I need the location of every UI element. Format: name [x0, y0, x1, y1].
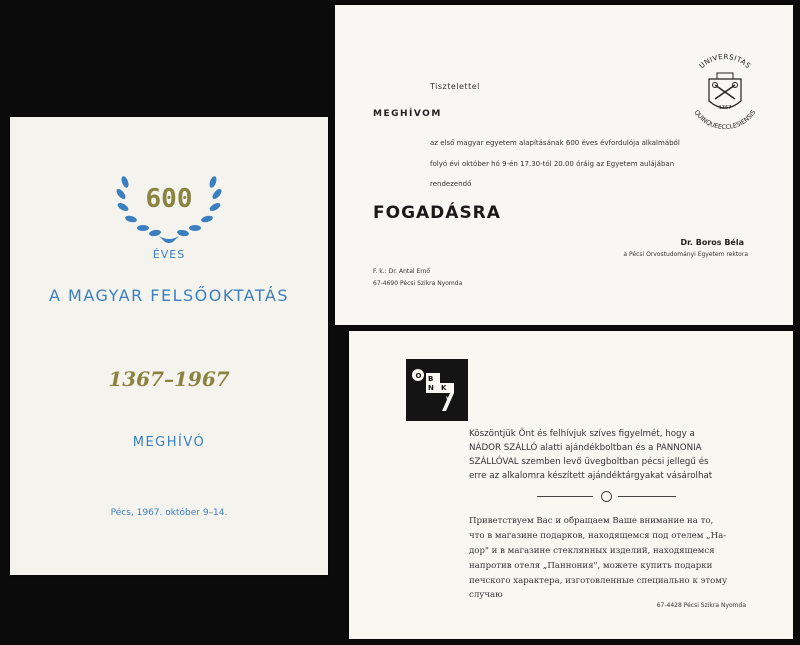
anniversary-invitation-card: [10, 117, 328, 575]
year-range: 1367–1967: [108, 367, 230, 391]
svg-text:V: V: [446, 396, 451, 403]
russian-line-5: печского характера, изготовленные специально к этому: [469, 576, 728, 586]
divider-circle-icon: [601, 491, 612, 502]
seal-year: 1367: [718, 105, 732, 111]
printer-imprint-2: 67-4428 Pécsi Szikra Nyomda: [656, 602, 746, 609]
seal-bottom-text: QUINQUEECCLESIENSIS: [692, 109, 758, 132]
hungarian-line-4: erre az alkalomra készített ajándéktárgyakat vásárolhat: [469, 471, 713, 481]
reception-invitation-card: [335, 5, 793, 325]
eves-label: ÉVES: [152, 248, 186, 261]
russian-line-6: случаю: [469, 590, 503, 600]
gift-shop-card: [349, 331, 793, 639]
invite-line-2: folyó évi október hó 9-én 17.30-tól 20.00 óráig az Egyetem aulájában: [430, 160, 675, 168]
invitation-heading: MEGHÍVÓ: [132, 435, 206, 450]
svg-text:UNIVERSITAS: [698, 53, 752, 70]
russian-line-4: напротив отеля „Паннония", можете купить подарки: [469, 561, 713, 571]
russian-line-2: что в магазине подарков, находящемся под отелем „На-: [469, 531, 727, 541]
svg-text:N: N: [428, 384, 434, 392]
hungarian-line-2: NÁDOR SZÁLLÓ alatti ajándékboltban és a PANNONIA: [469, 443, 702, 453]
seal-top-text: UNIVERSITAS: [697, 52, 753, 71]
higher-education-title: A MAGYAR FELSŐOKTATÁS: [49, 286, 289, 305]
responsible-editor: F. k.: Dr. Antal Ernő: [373, 268, 431, 275]
svg-text:B: B: [428, 375, 434, 383]
divider-right: [618, 496, 676, 497]
divider-left: [537, 496, 593, 497]
hungarian-line-1: Köszöntjük Önt és felhívjuk szíves figyelmét, hogy a: [469, 429, 695, 439]
signer-title: a Pécsi Orvostudományi Egyetem rektora: [623, 251, 748, 258]
university-seal-icon: [685, 49, 765, 133]
svg-text:O: O: [415, 372, 422, 380]
russian-line-1: Приветствуем Вас и обращаем Ваше внимание на то,: [469, 516, 714, 526]
place-date: Pécs, 1967. október 9–14.: [110, 508, 228, 518]
invite-heading: MEGHÍVOM: [373, 109, 442, 119]
greeting: Tisztelettel: [430, 82, 480, 91]
anniversary-number: 600: [145, 184, 193, 214]
svg-text:QUINQUEECCLESIENSIS: [693, 109, 758, 131]
invite-line-3: rendezendő: [430, 180, 472, 188]
printer-imprint: 67-4690 Pécsi Szikra Nyomda: [373, 280, 463, 287]
reception-title: FOGADÁSRA: [373, 203, 501, 223]
obnkv-logo-icon: [406, 359, 468, 421]
obnkv-logo: [406, 359, 468, 421]
signer-name: Dr. Boros Béla: [680, 238, 744, 247]
svg-text:K: K: [441, 384, 447, 392]
invite-line-1: az első magyar egyetem alapításának 600 éves évfordulója alkalmából: [430, 139, 680, 147]
hungarian-line-3: SZÁLLÓVAL szemben levő üvegboltban pécsi jellegű és: [469, 457, 709, 467]
russian-line-3: дор" и в магазине стеклянных изделий, находящемся: [469, 546, 715, 556]
